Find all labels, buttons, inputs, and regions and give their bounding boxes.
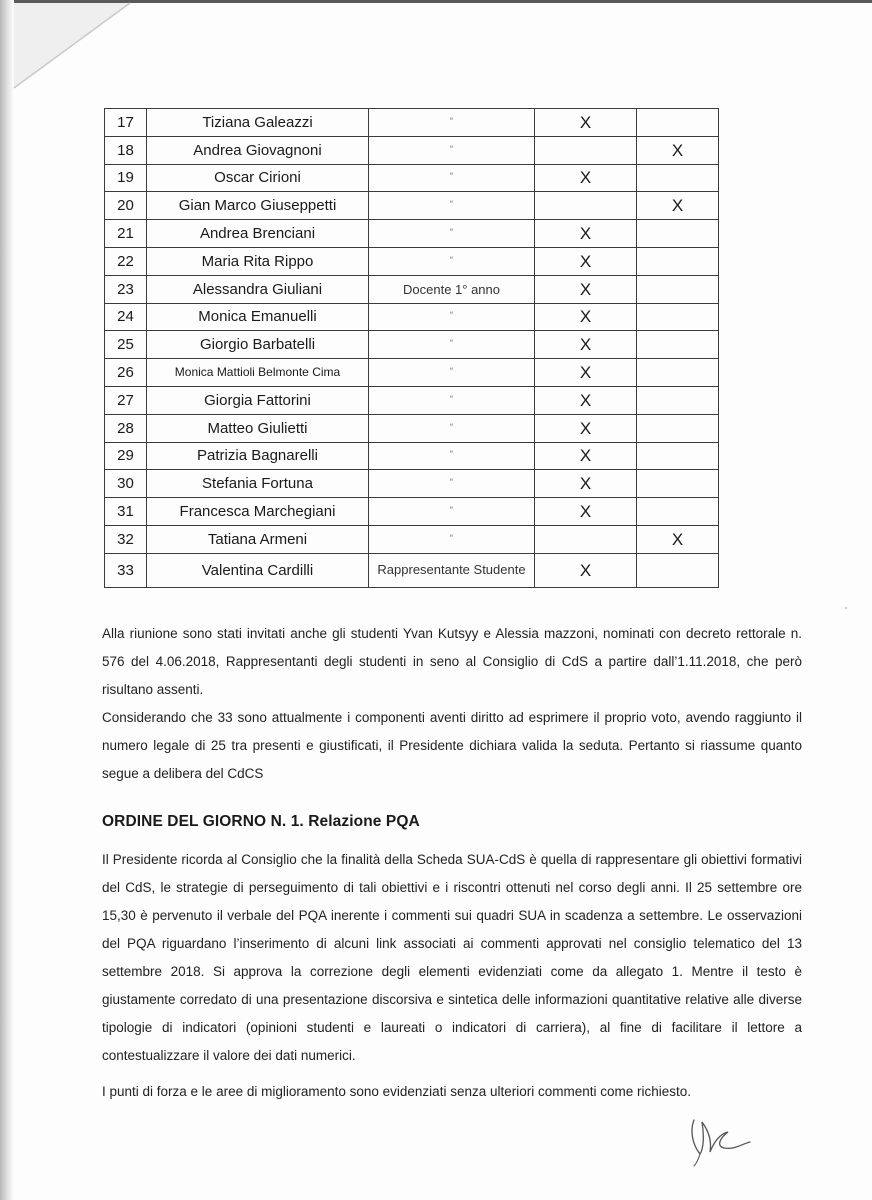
member-number-cell: 26 [105,359,147,387]
justified-mark-cell: X [637,136,719,164]
paragraph-text: Considerando che 33 sono attualmente i componenti aventi diritto ad esprimere il proprio voto, avendo raggiunto il numero legale di 25 tra presenti e giustificati, il Presidente dichiara valida la seduta. Pertanto si riassume quanto segue a delibera del CdCS [102,710,802,781]
member-role-cell [369,470,535,498]
present-mark-cell: X [535,470,637,498]
justified-mark-cell: X [637,525,719,553]
member-name-cell: Giorgio Barbatelli [147,331,369,359]
member-number-cell: 17 [105,109,147,137]
member-name-cell: Alessandra Giuliani [147,275,369,303]
paragraph-pqa-report [102,846,802,1070]
member-role-cell [369,498,535,526]
justified-mark-cell [637,498,719,526]
member-name-cell: Gian Marco Giuseppetti [147,192,369,220]
member-number-cell: 18 [105,136,147,164]
paragraph-strengths [102,1078,802,1106]
member-number-cell: 21 [105,220,147,248]
member-number-cell: 33 [105,553,147,587]
scan-speck [845,607,847,609]
member-name-cell: Tatiana Armeni [147,525,369,553]
member-name-cell: Giorgia Fattorini [147,386,369,414]
present-mark-cell: X [535,303,637,331]
ditto-mark: “ [450,421,453,432]
paragraph-invited-students [102,620,802,704]
member-name-cell: Francesca Marchegiani [147,498,369,526]
member-role-cell [369,109,535,137]
table-row [105,498,719,526]
member-name-cell: Monica Mattioli Belmonte Cima [147,359,369,387]
attendance-table [104,108,719,588]
table-row [105,525,719,553]
member-name-cell: Matteo Giulietti [147,414,369,442]
justified-mark-cell [637,303,719,331]
paragraph-text: Alla riunione sono stati invitati anche gli studenti Yvan Kutsyy e Alessia mazzoni, nominati con decreto rettorale n. 576 del 4.06.2018, Rappresentanti degli studenti in seno al Consiglio di CdS a partire dall’1.11.2018, che però risultano assenti. [102,626,802,697]
member-name-cell: Patrizia Bagnarelli [147,442,369,470]
ditto-mark: “ [450,143,453,154]
present-mark-cell: X [535,553,637,587]
folded-corner-shadow [0,0,140,100]
ditto-mark: “ [450,393,453,404]
member-role-cell [369,192,535,220]
justified-mark-cell [637,359,719,387]
justified-mark-cell [637,470,719,498]
member-role-cell [369,386,535,414]
present-mark-cell [535,192,637,220]
member-number-cell: 31 [105,498,147,526]
justified-mark-cell [637,275,719,303]
member-number-cell: 28 [105,414,147,442]
ditto-mark: “ [450,171,453,182]
ditto-mark: “ [450,227,453,238]
member-name-cell: Andrea Giovagnoni [147,136,369,164]
justified-mark-cell: X [637,192,719,220]
ditto-mark: “ [450,505,453,516]
member-number-cell: 32 [105,525,147,553]
member-number-cell: 27 [105,386,147,414]
member-role-cell: Rappresentante Studente [369,553,535,587]
table-row [105,414,719,442]
member-name-cell: Valentina Cardilli [147,553,369,587]
member-role-cell [369,303,535,331]
justified-mark-cell [637,164,719,192]
table-row [105,164,719,192]
member-name-cell: Monica Emanuelli [147,303,369,331]
justified-mark-cell [637,386,719,414]
scan-edge-left [0,0,14,1200]
table-row [105,331,719,359]
member-number-cell: 29 [105,442,147,470]
member-number-cell: 22 [105,247,147,275]
present-mark-cell: X [535,109,637,137]
member-role-cell [369,359,535,387]
member-role-cell [369,247,535,275]
justified-mark-cell [637,109,719,137]
table-row [105,192,719,220]
table-row [105,470,719,498]
signature-mark [680,1108,760,1168]
paragraph-text: Il Presidente ricorda al Consiglio che la finalità della Scheda SUA-CdS è quella di rappresentare gli obiettivi formativi del CdS, le strategie di perseguimento di tali obiettivi e i riscontri ottenuti nel corso degli anni. Il 25 settembre ore 15,30 è pervenuto il verbale del PQA inerente i commenti sui quadri SUA in scadenza a settembre. Le osservazioni del PQA riguardano l’inserimento di alcuni link associati ai commenti approvati nel consiglio telematico del 13 settembre 2018. Si approva la correzione degli elementi evidenziati come da allegato 1. Mentre il testo è giustamente corredato di una presentazione discorsiva e sintetica delle informazioni quantitative relative alle diverse tipologie di indicatori (opinioni studenti e laureati o indicatori di carriera), al fine di facilitare il lettore a contestualizzare il valore dei dati numerici. [102,852,802,1063]
member-role-cell [369,136,535,164]
present-mark-cell [535,525,637,553]
justified-mark-cell [637,331,719,359]
table-row [105,359,719,387]
ditto-mark: “ [450,199,453,210]
table-row [105,442,719,470]
member-name-cell: Tiziana Galeazzi [147,109,369,137]
justified-mark-cell [637,247,719,275]
present-mark-cell: X [535,359,637,387]
member-role-cell [369,442,535,470]
present-mark-cell: X [535,164,637,192]
present-mark-cell: X [535,331,637,359]
member-number-cell: 23 [105,275,147,303]
agenda-heading: ORDINE DEL GIORNO N. 1. Relazione PQA [102,813,420,830]
ditto-mark: “ [450,449,453,460]
attendance-table-body [105,109,719,588]
ditto-mark: “ [450,115,453,126]
ditto-mark: “ [450,477,453,488]
table-row [105,220,719,248]
member-number-cell: 19 [105,164,147,192]
table-row [105,553,719,587]
justified-mark-cell [637,553,719,587]
member-number-cell: 30 [105,470,147,498]
table-row [105,386,719,414]
table-row [105,136,719,164]
justified-mark-cell [637,442,719,470]
member-number-cell: 24 [105,303,147,331]
present-mark-cell: X [535,498,637,526]
table-row [105,247,719,275]
present-mark-cell: X [535,414,637,442]
present-mark-cell: X [535,247,637,275]
table-row [105,303,719,331]
ditto-mark: “ [450,310,453,321]
paragraph-quorum [102,704,802,788]
paragraph-text: I punti di forza e le aree di miglioramento sono evidenziati senza ulteriori commenti come richiesto. [102,1084,692,1099]
table-row [105,109,719,137]
member-role-cell [369,220,535,248]
present-mark-cell: X [535,275,637,303]
member-name-cell: Stefania Fortuna [147,470,369,498]
ditto-mark: “ [450,338,453,349]
member-role-cell [369,414,535,442]
member-name-cell: Maria Rita Rippo [147,247,369,275]
member-role-cell: Docente 1° anno [369,275,535,303]
ditto-mark: “ [450,254,453,265]
member-name-cell: Oscar Cirioni [147,164,369,192]
present-mark-cell [535,136,637,164]
member-name-cell: Andrea Brenciani [147,220,369,248]
member-role-cell [369,164,535,192]
justified-mark-cell [637,220,719,248]
member-role-cell [369,525,535,553]
ditto-mark: “ [450,532,453,543]
justified-mark-cell [637,414,719,442]
present-mark-cell: X [535,386,637,414]
present-mark-cell: X [535,442,637,470]
table-row [105,275,719,303]
member-number-cell: 20 [105,192,147,220]
ditto-mark: “ [450,366,453,377]
member-role-cell [369,331,535,359]
member-number-cell: 25 [105,331,147,359]
present-mark-cell: X [535,220,637,248]
